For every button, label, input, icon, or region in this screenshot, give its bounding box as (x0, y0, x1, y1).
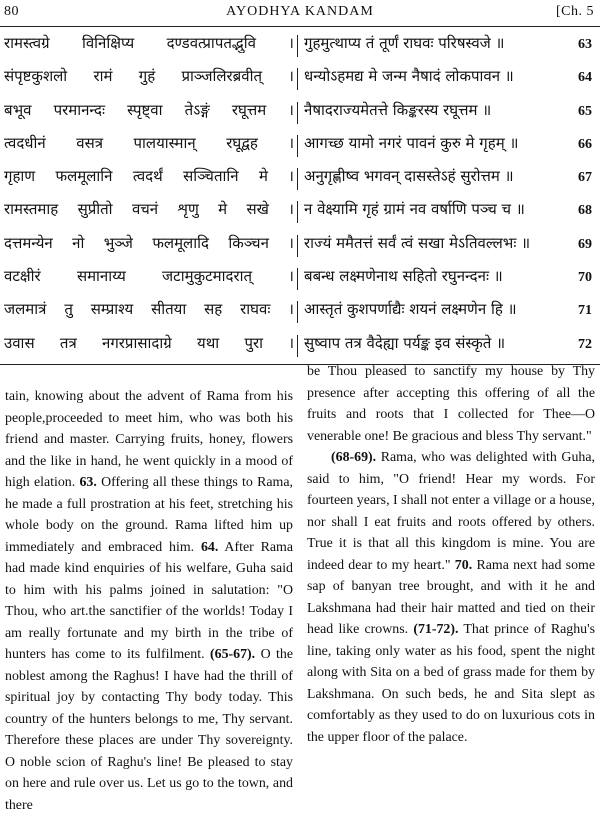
verse-number: 72 (578, 336, 592, 352)
verse-first-half: त्वदधीनं वसत्र पालयास्मान् रघूद्वह । (4, 133, 294, 152)
header-rule (0, 26, 600, 27)
sanskrit-verses (0, 30, 600, 363)
verse-first-half: रामस्त्वग्रे विनिक्षिप्य दण्डवत्प्रापतद्भुवि । (4, 34, 294, 52)
verse-row (0, 97, 600, 130)
chapter-label: [Ch. 5 (556, 4, 594, 19)
verse-first-half: उवास तत्र नगरप्रासादाग्रे यथा पुरा । (4, 333, 294, 352)
verse-row (0, 30, 600, 63)
translation-text: O the noblest among the Raghus! I have had the thrill of spiritual joy by contacting Thy body today. This country of the hunters belongs to me, Thy servant. Therefore these places are under Thy sovereignty. O noble scion of Raghu's line! Be pleased to stay on here and rule over us. Let us go to the town, and there (5, 647, 293, 813)
verse-divider (297, 135, 298, 157)
verse-number: 64 (578, 70, 592, 86)
verse-first-half: जलमात्रं तु सम्प्राश्य सीतया सह राघवः । (4, 300, 294, 319)
verse-second-half: धन्योऽहमद्य मे जन्म नैषादं लोकपावन ॥ (304, 67, 514, 86)
verse-second-half: सुष्वाप तत्र वैदेह्या पर्यङ्क इव संस्कृते ॥ (304, 333, 506, 352)
verse-first-half: वटक्षीरं समानाय्य जटामुकुटमादरात् । (4, 267, 294, 286)
verse-ref: 64. (200, 539, 219, 555)
translation-text: That prince of Raghu's line, taking only water as his food, spent the night along with Sita on a bed of grass made for them by Lakshmana. On such beds, he and Sita slept as comfortably as they used to do on luxurious cots in the upper floor of the palace. (307, 622, 595, 745)
verse-number: 70 (578, 270, 592, 286)
verse-second-half: न वेक्ष्यामि गृहं ग्रामं नव वर्षाणि पञ्च च ॥ (304, 200, 525, 219)
page-number: 80 (4, 4, 19, 19)
verse-number: 71 (578, 303, 592, 319)
translation-column-right (307, 361, 595, 748)
verse-first-half: बभूव परमानन्दः स्पृष्ट्वा तेऽङ्गं रघूत्तम । (4, 100, 294, 119)
verse-number: 67 (578, 170, 592, 186)
verse-divider (297, 301, 298, 323)
verse-row (0, 330, 600, 363)
verse-row (0, 230, 600, 263)
verse-divider (297, 168, 298, 190)
verse-divider (297, 335, 298, 357)
verse-second-half: गुहमुत्थाप्य तं तूर्णं राघवः परिषस्वजे ॥ (304, 34, 505, 52)
translation-paragraph (307, 447, 595, 748)
translation-text: After Rama had made kind enquiries of his welfare, Guha said to him with his palms joined in salutation: "O Thou, who art.the sanctifier of the worlds! Today I am really fortunate and my birth in the tribe of hunters has come to its fulfilment. (5, 539, 293, 662)
verse-row (0, 63, 600, 96)
running-title: AYODHYA KANDAM (226, 4, 374, 19)
verse-divider (297, 235, 298, 257)
verse-divider (297, 68, 298, 90)
verse-number: 63 (578, 37, 592, 52)
verse-first-half: संपृष्टकुशलो रामं गुहं प्राञ्जलिरब्रवीत् । (4, 67, 294, 86)
verse-second-half: बबन्ध लक्ष्मणेनाथ सहितो रघुनन्दनः ॥ (304, 267, 503, 286)
translation-text: Rama, who was delighted with Guha, said to him, "O friend! Hear my words. For fourteen years, I shall not enter a village or a house, nor shall I eat fruits and roots offered by others. True it is that all this kingdom is mine. You are indeed dear to my heart." (307, 450, 595, 573)
verse-row (0, 163, 600, 196)
verse-ref: (68-69). (331, 450, 377, 465)
verse-ref: (65-67). (210, 647, 256, 662)
verse-row (0, 196, 600, 229)
verse-divider (297, 102, 298, 124)
verse-divider (297, 268, 298, 290)
translation-paragraph (5, 386, 293, 816)
verse-second-half: आगच्छ यामो नगरं पावनं कुरु मे गृहम् ॥ (304, 133, 519, 152)
verse-second-half: आस्तृतं कुशपर्णाद्यैः शयनं लक्ष्मणेन हि ॥ (304, 300, 517, 319)
verse-ref: (71-72). (413, 622, 459, 637)
verse-divider (297, 35, 298, 57)
verse-row (0, 296, 600, 329)
verse-number: 68 (578, 203, 592, 219)
verse-first-half: रामस्तमाह सुप्रीतो वचनं शृणु मे सखे । (4, 200, 294, 219)
verse-second-half: अनुगृह्णीष्व भगवन् दासस्तेऽहं सुरोत्तम ॥ (304, 167, 514, 186)
translation-paragraph: be Thou pleased to sanctify my house by Thy presence after accepting this offering of all the fruits and roots that I collected for Thee—O venerable one! Be gracious and bless Thy servant." (307, 364, 595, 444)
translation-text: tain, knowing about the advent of Rama from his people,proceeded to meet him, who was both his friend and master. Carrying fruits, honey, flowers and the like in hand, he went quickly in a mood of high elation. (5, 389, 293, 490)
verse-ref: 70. (454, 557, 473, 573)
translation-text: Offering all these things to Rama, he made a full prostration at his feet, stretching his whole body on the ground. Rama lifted him up immediately and embraced him. (5, 475, 293, 555)
verse-ref: 63. (79, 475, 97, 490)
verse-row (0, 130, 600, 163)
page-header (0, 4, 600, 24)
verse-number: 65 (578, 103, 592, 119)
verse-number: 69 (578, 236, 592, 252)
verse-first-half: दत्तमन्येन नो भुञ्जे फलमूलादि किञ्चन । (4, 233, 294, 252)
translation-column-left (5, 386, 293, 816)
verse-second-half: नैषादराज्यमेतत्ते किङ्करस्य रघूत्तम ॥ (304, 100, 492, 119)
verse-second-half: राज्यं ममैतत्तं सर्वं त्वं सखा मेऽतिवल्लभः ॥ (304, 233, 531, 252)
verse-first-half: गृहाण फलमूलानि त्वदर्थं सञ्चितानि मे । (4, 167, 294, 186)
verse-divider (297, 201, 298, 223)
verse-number: 66 (578, 136, 592, 152)
verse-row (0, 263, 600, 296)
translation-text: Rama next had some sap of banyan tree brought, and with it he and Lakshmana had their hair matted and tied on their head like crowns. (307, 557, 595, 637)
